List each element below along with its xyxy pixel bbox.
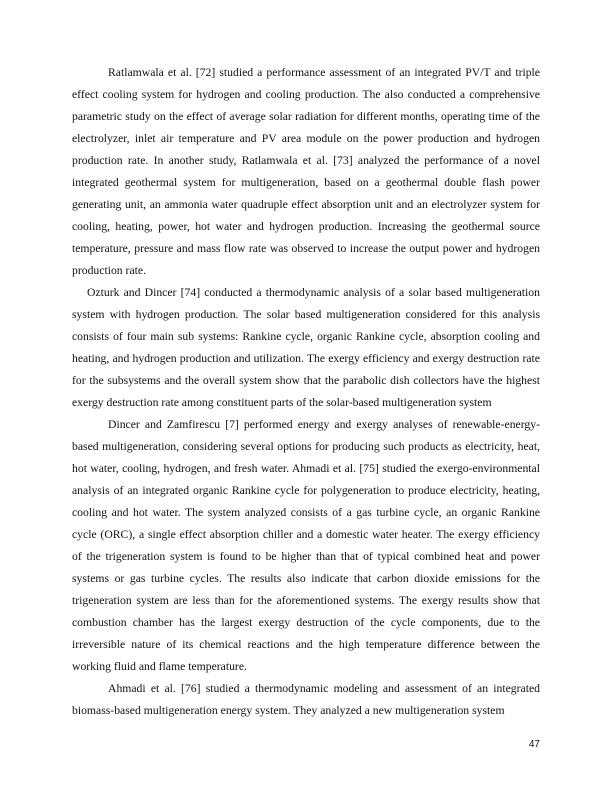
paragraph-ahmadi: Ahmadi et al. [76] studied a thermodynamic modeling and assessment of an integrated biomass-based multigeneration energy system. They analyzed a new multigeneration system [72, 682, 540, 717]
body-text [72, 62, 540, 722]
paragraph-ozturk-dincer: Ozturk and Dincer [74] conducted a thermodynamic analysis of a solar based multigeneration system with hydrogen production. The solar based multigeneration considered for this analysis consists of four main sub systems: Rankine cycle, organic Rankine cycle, absorption cooling and heating, and hydrogen production and utilization. The exergy efficiency and exergy destruction rate for the subsystems and the overall system show that the parabolic dish collectors have the highest exergy destruction rate among constituent parts of the solar-based multigeneration system [72, 286, 540, 409]
paragraph-dincer-zamfirescu: Dincer and Zamfirescu [7] performed energy and exergy analyses of renewable-energy-based multigeneration, considering several options for producing such products as electricity, heat, hot water, cooling, hydrogen, and fresh water. Ahmadi et al. [75] studied the exergo-environmental analysis of an integrated organic Rankine cycle for polygeneration to produce electricity, heating, cooling and hot water. The system analyzed consists of a gas turbine cycle, an organic Rankine cycle (ORC), a single effect absorption chiller and a domestic water heater. The exergy efficiency of the trigeneration system is found to be higher than that of typical combined heat and power systems or gas turbine cycles. The results also indicate that carbon dioxide emissions for the trigeneration system are less than for the aforementioned systems. The exergy results show that combustion chamber has the largest exergy destruction of the cycle components, due to the irreversible nature of its chemical reactions and the high temperature difference between the working fluid and flame temperature. [72, 418, 540, 673]
page-number: 47 [528, 739, 540, 750]
paragraph-ratlamwala: Ratlamwala et al. [72] studied a performance assessment of an integrated PV/T and triple effect cooling system for hydrogen and cooling production. The also conducted a comprehensive parametric study on the effect of average solar radiation for different months, operating time of the electrolyzer, inlet air temperature and PV area module on the power production and hydrogen production rate. In another study, Ratlamwala et al. [73] analyzed the performance of a novel integrated geothermal system for multigeneration, based on a geothermal double flash power generating unit, an ammonia water quadruple effect absorption unit and an electrolyzer system for cooling, heating, power, hot water and hydrogen production. Increasing the geothermal source temperature, pressure and mass flow rate was observed to increase the output power and hydrogen production rate. [72, 66, 540, 277]
